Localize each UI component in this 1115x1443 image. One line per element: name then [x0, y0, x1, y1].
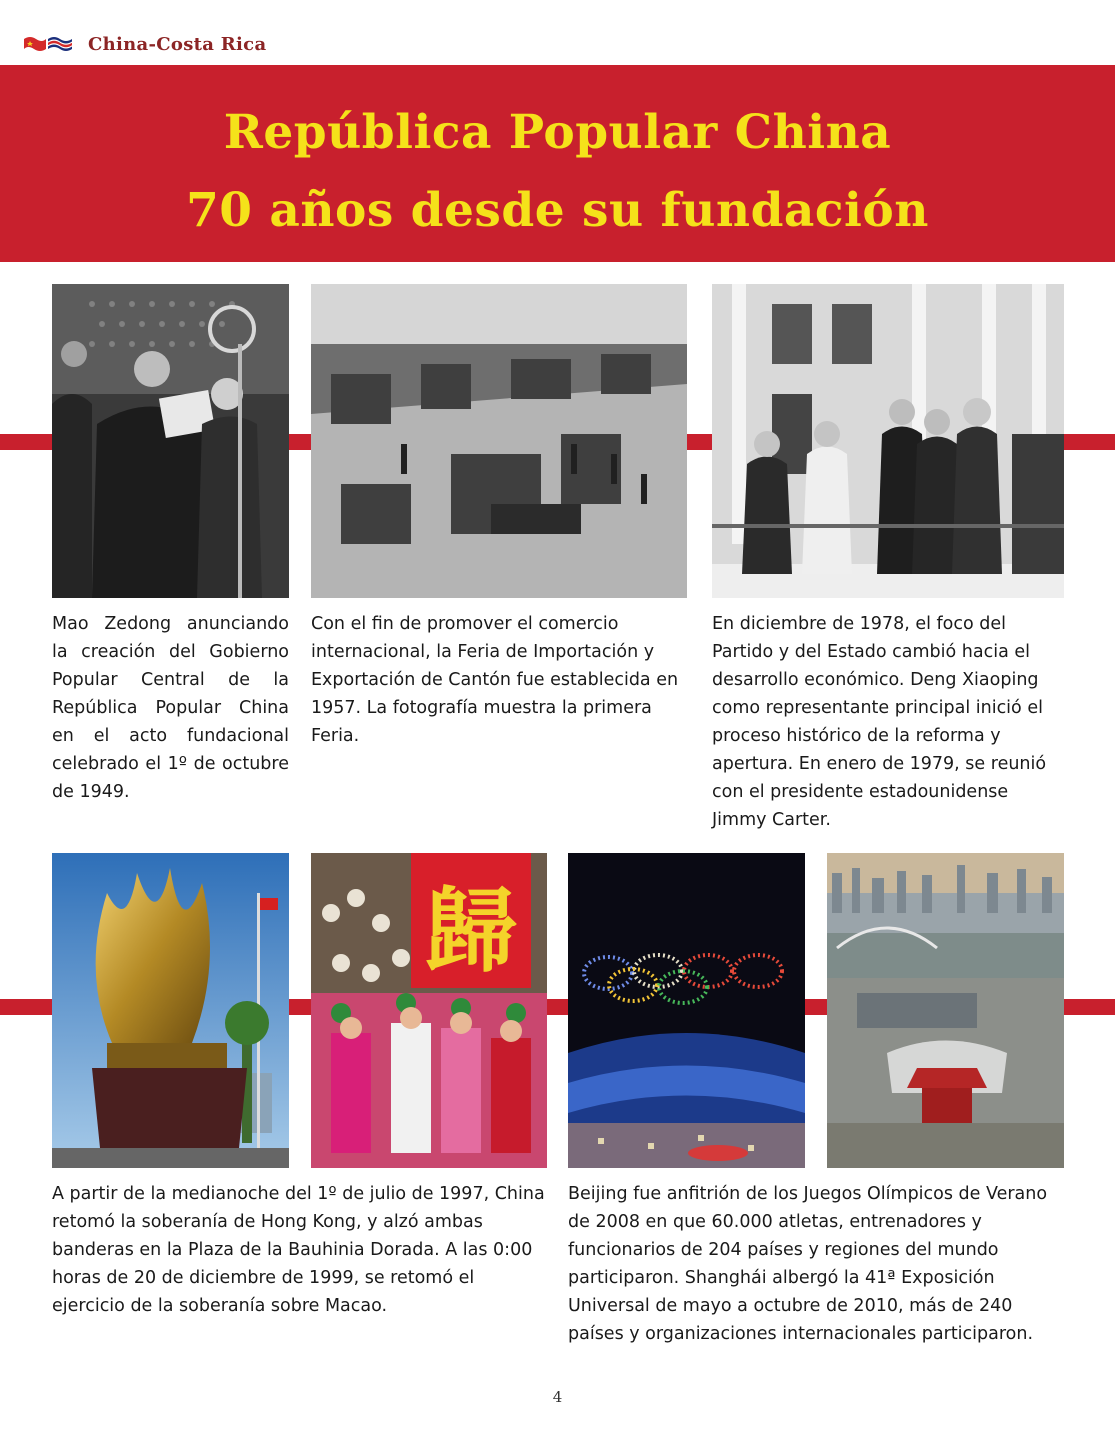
photo-golden-bauhinia: [52, 853, 289, 1168]
photo-mao-zedong: [52, 284, 289, 598]
photo-canton-fair: [311, 284, 687, 598]
main-title: República Popular China: [223, 105, 892, 160]
photo-olympics-fireworks: [568, 853, 805, 1168]
caption-beijing-shanghai: Beijing fue anfitrión de los Juegos Olímpicos de Verano de 2008 en que 60.000 atletas, entrenadores y funcionarios de 204 países y regiones del mundo participaron. Shanghái albergó la 41ª Exposición Universal de mayo a octubre de 2010, más de 240 países y organizaciones internacionales participaron.: [568, 1184, 1048, 1344]
photo-hongkong-celebration: [311, 853, 547, 1168]
photo-shanghai-expo: [827, 853, 1064, 1168]
photo-deng-carter: [712, 284, 1064, 598]
subtitle: 70 años desde su fundación: [186, 183, 929, 238]
brand-name: China-Costa Rica: [88, 34, 267, 55]
title-banner: [0, 65, 1115, 262]
sign-character: 歸: [424, 878, 518, 985]
caption-canton: Con el fin de promover el comercio internacional, la Feria de Importación y Exportación de Cantón fue establecida en 1957. La fotografía muestra la primera Feria.: [311, 614, 679, 746]
page-number: 4: [552, 1388, 563, 1406]
caption-hongkong: A partir de la medianoche del 1º de julio de 1997, China retomó la soberanía de Hong Kong, y alzó ambas banderas en la Plaza de la Bauhinia Dorada. A las 0:00 horas de 20 de diciembre de 1999, se retomó el ejercicio de la soberanía sobre Macao.: [52, 1184, 545, 1316]
caption-deng: En diciembre de 1978, el foco del Partido y del Estado cambió hacia el desarrollo económico. Deng Xiaoping como representante principal inició el proceso histórico de la reforma y apertura. En enero de 1979, se reunió con el presidente estadounidense Jimmy Carter.: [712, 614, 1047, 830]
flags-logo-icon: [22, 33, 78, 55]
page-header: [0, 0, 1115, 64]
caption-mao: Mao Zedong anunciando la creación del Gobierno Popular Central de la República Popular China en el acto fundacional celebrado el 1º de octubre de 1949.: [52, 614, 289, 802]
